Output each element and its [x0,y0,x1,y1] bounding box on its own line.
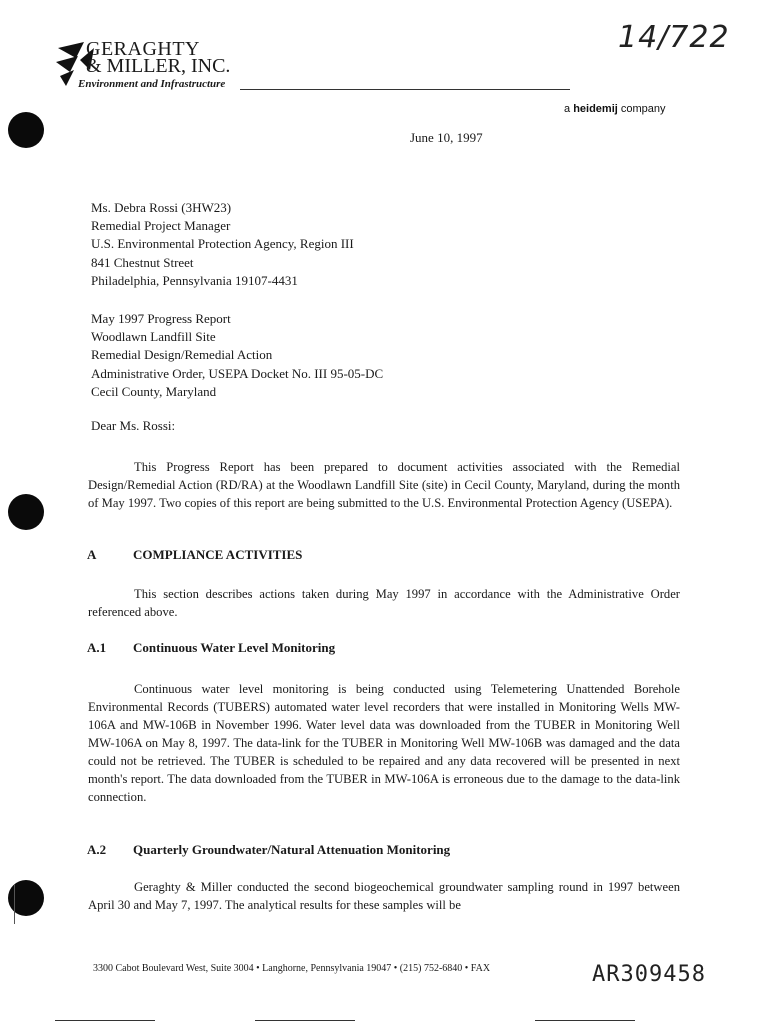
recipient-title: Remedial Project Manager [91,218,231,234]
parent-name: heidemij [573,103,618,115]
handwritten-reference: 14/722 [618,20,730,55]
subject-line: Remedial Design/Remedial Action [91,347,273,363]
parent-suffix: company [620,103,666,115]
parent-company [564,103,666,115]
subject-line: Cecil County, Maryland [91,383,217,399]
letter-date: June 10, 1997 [410,130,483,145]
section-number: A.2 [87,842,107,857]
bates-number: AR309458 [592,962,706,987]
company-name-line2: & MILLER, INC. [86,55,231,77]
footer-address: 3300 Cabot Boulevard West, Suite 3004 • Langhorne, Pennsylvania 19047 • (215) 752-6840 • FAX [93,963,491,974]
margin-mark [14,884,15,924]
parent-prefix: a [564,103,571,115]
recipient-city: Philadelphia, Pennsylvania 19107-4431 [91,272,298,288]
section-number: A.1 [87,640,107,655]
recipient-name: Ms. Debra Rossi (3HW23) [91,200,232,215]
recipient-address [91,199,354,290]
subject-block [91,310,383,401]
bottom-rule [55,1020,155,1021]
company-tagline: Environment and Infrastructure [78,78,226,90]
letterhead-rule [240,89,570,90]
company-name-line1: GERAGHTY [86,38,200,60]
section-a2-paragraph: Geraghty & Miller conducted the second biogeochemical groundwater sampling round in 1997 between April 30 and May 7, 1997. The analytical results for these samples will be [88,880,680,912]
section-a1-paragraph: Continuous water level monitoring is being conducted using Telemetering Unattended Borehole Environmental Records (TUBERS) automated water level recorders that were installed in Monitoring Wells MW-106A and MW-106B in November 1996. Water level data was downloaded from the TUBER in Monitoring Well MW-106A on May 8, 1997. The data-link for the TUBER in Monitoring Well MW-106B was damaged and the data could not be retrieved. The TUBER is scheduled to be repaired and any data recovered will be presented in next month's report. The data downloaded from the TUBER in MW-106A is erroneous due to the damage to the data-link connection. [88,682,680,804]
subject-line: Administrative Order, USEPA Docket No. III 95-05-DC [91,365,384,381]
section-title: Quarterly Groundwater/Natural Attenuation Monitoring [133,842,451,857]
bottom-rule [535,1020,635,1021]
recipient-agency: U.S. Environmental Protection Agency, Region III [91,236,354,252]
punch-hole-middle [8,494,44,530]
bottom-rule [255,1020,355,1021]
section-title: Continuous Water Level Monitoring [133,640,336,655]
salutation: Dear Ms. Rossi: [91,418,176,433]
intro-paragraph: This Progress Report has been prepared to document activities associated with the Remedial Design/Remedial Action (RD/RA) at the Woodlawn Landfill Site (site) in Cecil County, Maryland, during the month of May 1997. Two copies of this report are being submitted to the U.S. Environmental Protection Agency (USEPA). [88,460,680,510]
section-a-paragraph: This section describes actions taken during May 1997 in accordance with the Administrative Order referenced above. [88,587,680,619]
section-title: COMPLIANCE ACTIVITIES [133,547,303,562]
recipient-street: 841 Chestnut Street [91,254,194,270]
punch-hole-top [8,112,44,148]
section-number: A [87,547,97,562]
subject-line: May 1997 Progress Report [91,311,231,326]
subject-line: Woodlawn Landfill Site [91,329,216,345]
